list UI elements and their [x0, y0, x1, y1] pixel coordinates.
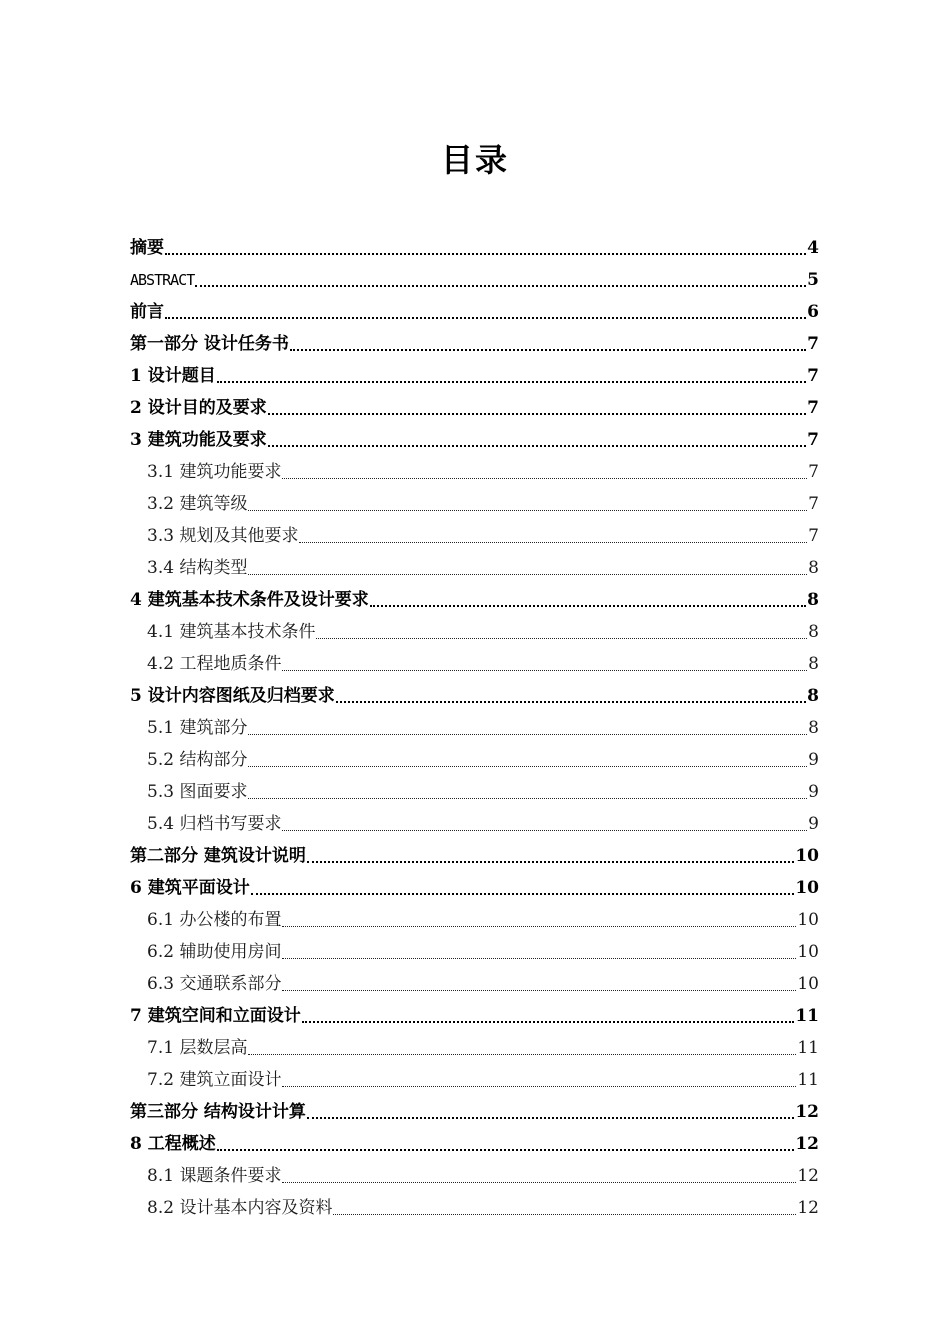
toc-entry-section[interactable]: [130, 936, 819, 968]
toc-page-number: 8: [808, 654, 819, 674]
toc-dot-leader: [248, 574, 807, 575]
toc-entry-title: 5.1 建筑部分: [147, 718, 248, 738]
toc-entry-title: 3.2 建筑等级: [147, 494, 248, 514]
toc-page-number: 12: [797, 1198, 819, 1218]
toc-dot-leader: [333, 1214, 796, 1215]
toc-page-number: 4: [807, 238, 819, 258]
toc-page-number: 9: [808, 750, 819, 770]
toc-entry-section[interactable]: [130, 712, 819, 744]
toc-entry-section[interactable]: [130, 648, 819, 680]
toc-entry-section[interactable]: [130, 456, 819, 488]
toc-dot-leader: [336, 701, 806, 703]
toc-dot-leader: [307, 1117, 794, 1119]
toc-dot-leader: [268, 413, 806, 415]
toc-page-number: 12: [797, 1166, 819, 1186]
toc-entry-chapter[interactable]: [130, 328, 819, 360]
toc-entry-title: 3.4 结构类型: [147, 558, 248, 578]
toc-dot-leader: [165, 253, 806, 255]
toc-entry-section[interactable]: [130, 776, 819, 808]
toc-entry-title: 3.1 建筑功能要求: [147, 462, 282, 482]
toc-dot-leader: [248, 510, 807, 511]
toc-entry-title: 8.2 设计基本内容及资料: [147, 1198, 333, 1218]
toc-page-number: 11: [797, 1038, 819, 1058]
toc-entry-title: 5.2 结构部分: [147, 750, 248, 770]
toc-dot-leader: [282, 830, 807, 831]
toc-page-number: 7: [807, 366, 819, 386]
toc-entry-title: 7.2 建筑立面设计: [147, 1070, 282, 1090]
toc-dot-leader: [282, 478, 807, 479]
toc-dot-leader: [282, 926, 796, 927]
toc-entry-title: 第一部分 设计任务书: [130, 334, 289, 354]
toc-entry-title: 1 设计题目: [130, 366, 216, 386]
toc-dot-leader: [248, 1054, 796, 1055]
toc-entry-title: 5.4 归档书写要求: [147, 814, 282, 834]
toc-page-number: 7: [808, 462, 819, 482]
toc-entry-title: 第二部分 建筑设计说明: [130, 846, 306, 866]
toc-page-number: 10: [797, 974, 819, 994]
toc-dot-leader: [282, 1086, 796, 1087]
toc-entry-section[interactable]: [130, 1192, 819, 1224]
toc-entry-chapter[interactable]: [130, 1000, 819, 1032]
toc-page-number: 7: [807, 430, 819, 450]
toc-dot-leader: [248, 766, 807, 767]
toc-dot-leader: [195, 285, 806, 287]
toc-dot-leader: [165, 317, 806, 319]
toc-page-number: 10: [795, 878, 819, 898]
toc-dot-leader: [307, 861, 794, 863]
toc-dot-leader: [316, 638, 807, 639]
toc-list: [130, 232, 819, 1224]
toc-page-number: 11: [795, 1006, 819, 1026]
toc-dot-leader: [282, 958, 796, 959]
toc-entry-chapter[interactable]: [130, 1128, 819, 1160]
toc-page-number: 6: [807, 302, 819, 322]
toc-entry-title: 7 建筑空间和立面设计: [130, 1006, 301, 1026]
toc-page-number: 10: [797, 910, 819, 930]
toc-entry-title: 摘要: [130, 238, 164, 258]
toc-dot-leader: [248, 734, 807, 735]
toc-entry-title: 5 设计内容图纸及归档要求: [130, 686, 335, 706]
toc-entry-title: 前言: [130, 302, 164, 322]
toc-entry-title: 2 设计目的及要求: [130, 398, 267, 418]
toc-dot-leader: [251, 893, 795, 895]
toc-entry-title: 5.3 图面要求: [147, 782, 248, 802]
toc-page-number: 12: [795, 1134, 819, 1154]
toc-page-number: 12: [795, 1102, 819, 1122]
toc-dot-leader: [290, 349, 806, 351]
toc-dot-leader: [217, 1149, 795, 1151]
toc-entry-section[interactable]: [130, 520, 819, 552]
toc-page-number: 8: [807, 590, 819, 610]
toc-dot-leader: [370, 605, 806, 607]
toc-entry-title: 6.2 辅助使用房间: [147, 942, 282, 962]
toc-entry-section[interactable]: [130, 552, 819, 584]
toc-page-number: 7: [808, 526, 819, 546]
toc-dot-leader: [282, 990, 796, 991]
toc-entry-chapter[interactable]: [130, 264, 819, 296]
toc-entry-title: 第三部分 结构设计计算: [130, 1102, 306, 1122]
toc-page-number: 7: [807, 334, 819, 354]
toc-entry-chapter[interactable]: [130, 296, 819, 328]
toc-entry-section[interactable]: [130, 1160, 819, 1192]
toc-entry-chapter[interactable]: [130, 872, 819, 904]
toc-entry-section[interactable]: [130, 968, 819, 1000]
toc-dot-leader: [248, 798, 807, 799]
toc-entry-chapter[interactable]: [130, 584, 819, 616]
toc-entry-chapter[interactable]: [130, 680, 819, 712]
toc-entry-title: 4 建筑基本技术条件及设计要求: [130, 590, 369, 610]
toc-entry-title: 3 建筑功能及要求: [130, 430, 267, 450]
toc-page-number: 8: [808, 718, 819, 738]
toc-entry-title: 7.1 层数层高: [147, 1038, 248, 1058]
toc-entry-title: 6.1 办公楼的布置: [147, 910, 282, 930]
toc-page-number: 10: [797, 942, 819, 962]
toc-entry-title: 6 建筑平面设计: [130, 878, 250, 898]
toc-page-number: 8: [808, 622, 819, 642]
toc-entry-section[interactable]: [130, 808, 819, 840]
toc-entry-title: 8 工程概述: [130, 1134, 216, 1154]
toc-dot-leader: [268, 445, 806, 447]
toc-page-number: 9: [808, 814, 819, 834]
toc-page-number: 11: [797, 1070, 819, 1090]
toc-page-number: 8: [807, 686, 819, 706]
toc-entry-section[interactable]: [130, 1032, 819, 1064]
toc-entry-title: 8.1 课题条件要求: [147, 1166, 282, 1186]
toc-page-number: 7: [807, 398, 819, 418]
toc-entry-section[interactable]: [130, 1064, 819, 1096]
toc-entry-section[interactable]: [130, 616, 819, 648]
toc-entry-section[interactable]: [130, 904, 819, 936]
toc-entry-chapter[interactable]: [130, 424, 819, 456]
toc-entry-title: 6.3 交通联系部分: [147, 974, 282, 994]
toc-page-number: 10: [795, 846, 819, 866]
toc-entry-chapter[interactable]: [130, 232, 819, 264]
toc-entry-chapter[interactable]: [130, 360, 819, 392]
toc-entry-chapter[interactable]: [130, 392, 819, 424]
toc-entry-title: 4.1 建筑基本技术条件: [147, 622, 316, 642]
toc-dot-leader: [299, 542, 807, 543]
toc-entry-section[interactable]: [130, 744, 819, 776]
toc-dot-leader: [217, 381, 806, 383]
toc-entry-chapter[interactable]: [130, 1096, 819, 1128]
toc-dot-leader: [282, 670, 807, 671]
toc-page-number: 5: [807, 270, 819, 290]
toc-page-number: 7: [808, 494, 819, 514]
toc-entry-title: ABSTRACT: [130, 271, 195, 289]
toc-page-number: 8: [808, 558, 819, 578]
toc-dot-leader: [302, 1021, 795, 1023]
toc-entry-section[interactable]: [130, 488, 819, 520]
toc-entry-title: 4.2 工程地质条件: [147, 654, 282, 674]
toc-dot-leader: [282, 1182, 796, 1183]
toc-entry-title: 3.3 规划及其他要求: [147, 526, 299, 546]
toc-page-number: 9: [808, 782, 819, 802]
toc-title: 目录: [440, 141, 509, 179]
toc-entry-chapter[interactable]: [130, 840, 819, 872]
